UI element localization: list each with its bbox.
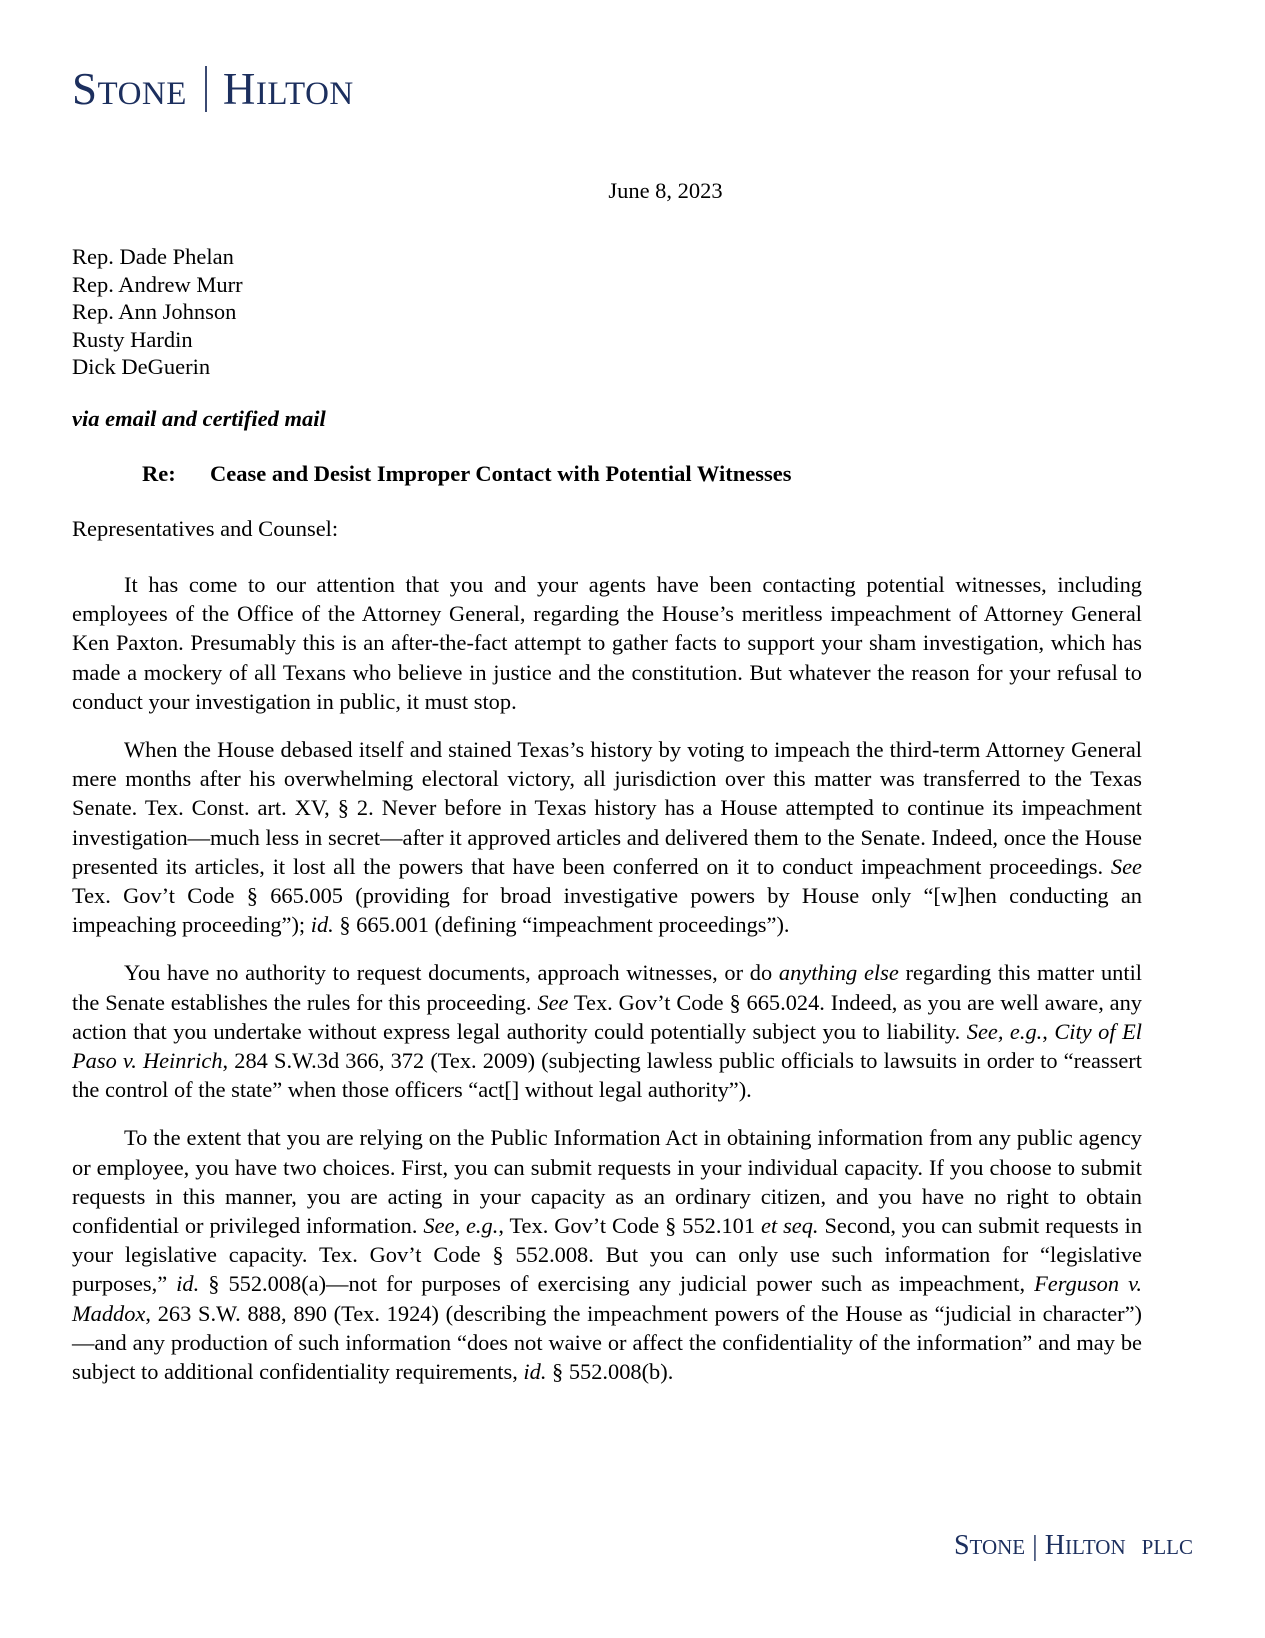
citation-text: id.: [523, 1359, 547, 1385]
subject-text: Cease and Desist Improper Contact with Potential Witnesses: [210, 461, 792, 486]
logo-hilton-initial: H: [222, 63, 256, 114]
body-text: § 552.008(b).: [546, 1359, 674, 1385]
body-text: Tex. Gov’t Code § 665.024. Indeed, as you are well aware, any action that you undertake without express legal authority could potentially subject you to liability.: [72, 989, 1142, 1044]
body-text: It has come to our attention that you and your agents have been contacting potential witnesses, including employees of the Office of the Attorney General, regarding the House’s meritless impeachment of Attorney General Ken Paxton. Presumably this is an after-the-fact attempt to gather facts to support your sham investigation, which has made a mockery of all Texans who believe in justice and the constitution. But whatever the reason for your refusal to conduct your investigation in public, it must stop.: [72, 572, 1142, 714]
addressee-list: [72, 243, 243, 381]
body-text: Tex. Gov’t Code § 665.005 (providing for broad investigative powers by House only “[w]hen conducting an impeaching proceeding”);: [72, 883, 1142, 938]
citation-text: See, e.g.: [423, 1213, 499, 1239]
body-text: § 552.008(a)—not for purposes of exercising any judicial power such as impeachment,: [199, 1271, 1035, 1297]
subject-line: [72, 461, 791, 487]
body-paragraph: [72, 1123, 1142, 1386]
citation-text: City of El Paso v. Heinrich: [72, 1018, 1142, 1074]
logo-name-stone: [72, 63, 187, 114]
list-item: Rusty Hardin: [72, 326, 193, 352]
letterhead: [72, 63, 354, 114]
letter-date-row: [0, 178, 1265, 204]
delivery-method-note: via email and certified mail: [72, 406, 326, 431]
body-paragraph: [72, 735, 1142, 939]
body-text: ,: [1042, 1018, 1055, 1044]
footer-wordmark: [954, 1530, 1133, 1561]
citation-text: anything else: [778, 960, 899, 986]
citation-text: Ferguson v. Maddox: [72, 1271, 1142, 1326]
body-text: , 284 S.W.3d 366, 372 (Tex. 2009) (subjecting lawless public officials to lawsuits in order to “reassert the control of the state” when those officers “act[] without legal authority”).: [72, 1048, 1142, 1103]
body-text: When the House debased itself and stained Texas’s history by voting to impeach the third-term Attorney General mere months after his overwhelming electoral victory, all jurisdiction over this matter was transferred to the Texas Senate. Tex. Const. art. XV, § 2. Never before in Texas history has a House attempted to continue its impeachment investigation—much less in secret—after it approved articles and delivered them to the Senate. Indeed, once the House presented its articles, it lost all the powers that have been conferred on it to conduct impeachment proceedings.: [72, 737, 1142, 879]
subject-label: Re:: [142, 461, 176, 486]
footer-hilton-initial: H: [1044, 1530, 1065, 1561]
logo-divider-rule: [205, 66, 207, 112]
page-footer: [954, 1532, 1193, 1560]
logo-name-hilton: [222, 63, 354, 114]
footer-stone-initial: S: [953, 1530, 970, 1561]
body-text: , Tex. Gov’t Code § 552.101: [498, 1213, 761, 1239]
list-item: Rep. Ann Johnson: [72, 299, 237, 324]
footer-stone-rest: TONE: [969, 1535, 1026, 1559]
footer-divider: |: [1032, 1531, 1038, 1562]
body-text: regarding this matter until the Senate establishes the rules for this proceeding.: [72, 960, 1143, 1015]
list-item: Rep. Andrew Murr: [72, 271, 243, 297]
logo-hilton-rest: ILTON: [255, 75, 354, 112]
letter-body: [72, 570, 1142, 1386]
citation-text: et seq.: [761, 1213, 819, 1239]
footer-hilton-rest: ILTON: [1064, 1535, 1126, 1559]
firm-logo-wordmark: [72, 63, 354, 114]
list-item: Dick DeGuerin: [72, 354, 211, 379]
footer-entity-suffix: PLLC: [1141, 1535, 1193, 1559]
citation-text: See: [1110, 853, 1142, 879]
citation-text: See, e.g.: [966, 1018, 1043, 1044]
body-paragraph: [72, 570, 1142, 716]
citation-text: See: [537, 989, 569, 1015]
salutation: Representatives and Counsel:: [72, 516, 339, 541]
body-text: , 263 S.W. 888, 890 (Tex. 1924) (describing the impeachment powers of the House as “judicial in character”)—and any production of such information “does not waive or affect the confidentiality of the information” and may be subject to additional confidentiality requirements,: [72, 1300, 1142, 1385]
logo-stone-initial: S: [72, 63, 98, 114]
body-text: You have no authority to request documents, approach witnesses, or do: [124, 960, 779, 986]
letter-date: June 8, 2023: [608, 178, 723, 203]
body-paragraph: [72, 958, 1142, 1104]
body-text: Second, you can submit requests in your legislative capacity. Tex. Gov’t Code § 552.008. But you can only use such information for “legislative purposes,”: [72, 1213, 1143, 1297]
body-text: § 665.001 (defining “impeachment proceedings”).: [333, 912, 790, 938]
citation-text: id.: [176, 1271, 200, 1297]
logo-stone-rest: TONE: [97, 75, 187, 112]
body-text: To the extent that you are relying on the Public Information Act in obtaining information from any public agency or employee, you have two choices. First, you can submit requests in your individual capacity. If you choose to submit requests in this manner, you are acting in your capacity as an ordinary citizen, and you have no right to obtain confidential or privileged information.: [72, 1125, 1142, 1239]
list-item: Rep. Dade Phelan: [72, 244, 234, 269]
citation-text: id.: [310, 912, 334, 938]
